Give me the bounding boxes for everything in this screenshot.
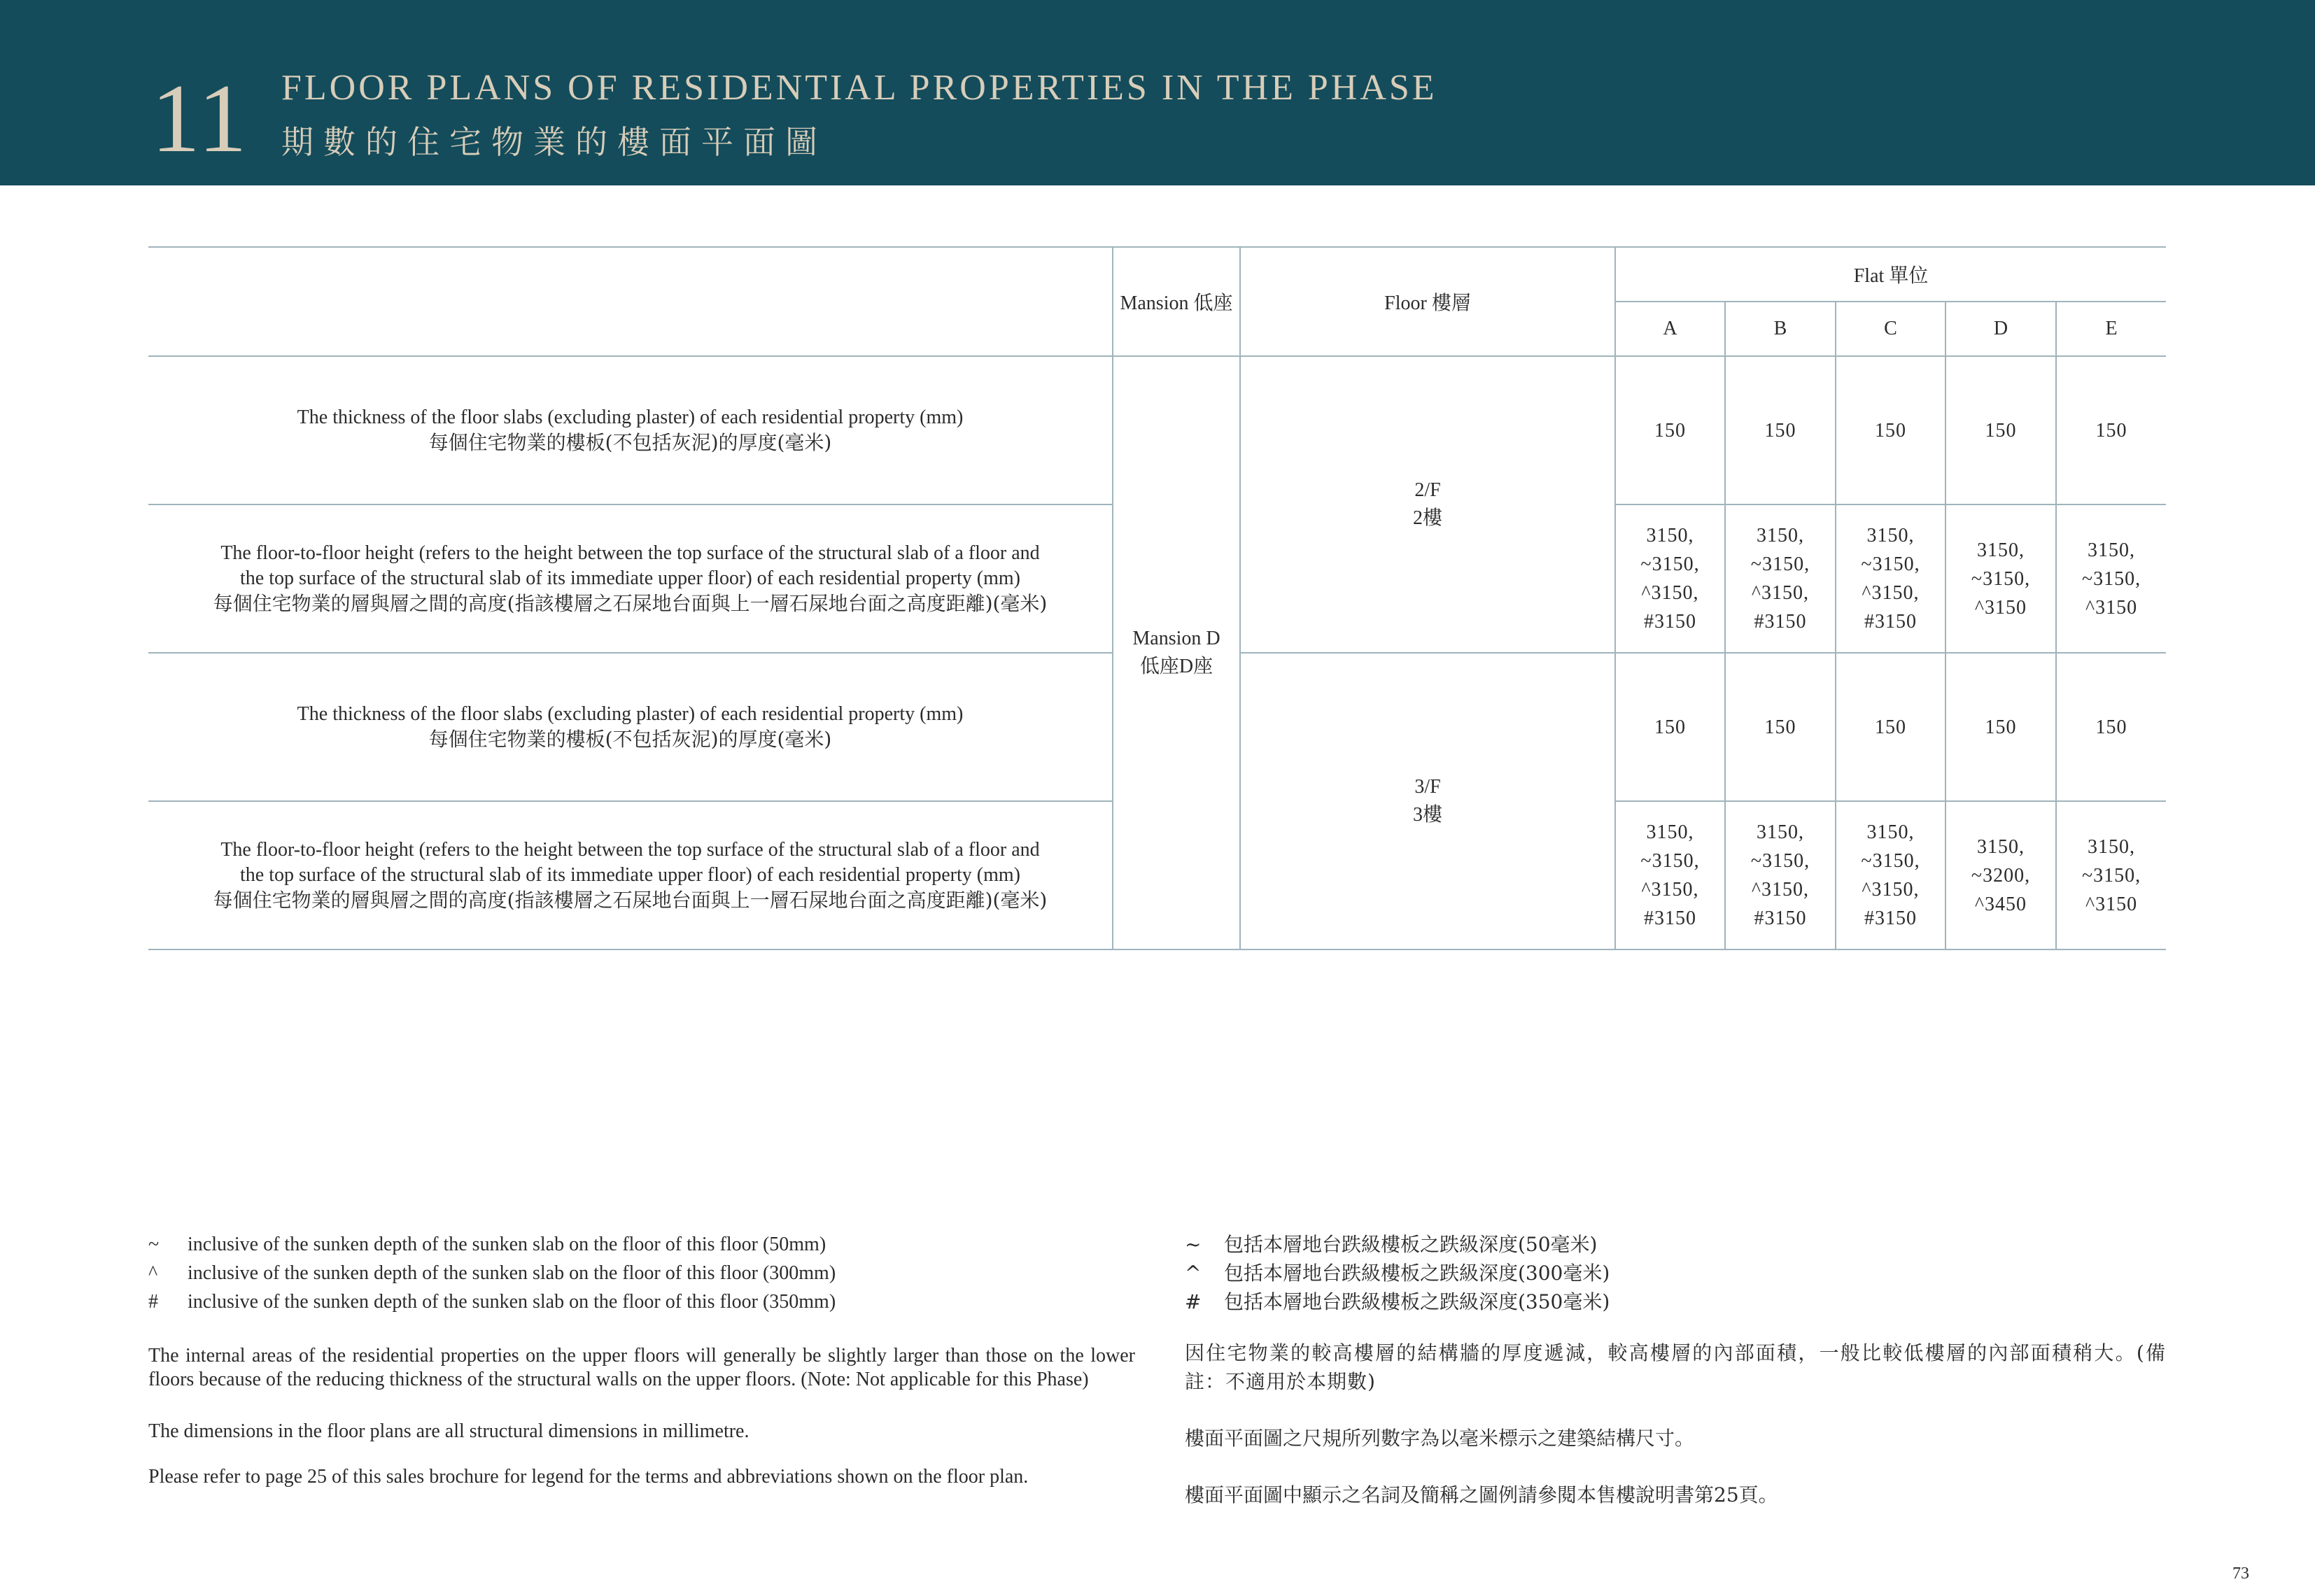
- value-cell: [1836, 356, 1945, 504]
- value-line: 150: [1985, 419, 2017, 442]
- legend-item: [1185, 1230, 2166, 1259]
- value-line: ^3150,: [1862, 582, 1920, 604]
- row-desc-zh: 每個住宅物業的層與層之間的高度(指該樓層之石屎地台面與上一層石屎地台面之高度距離)(毫米): [213, 592, 1048, 615]
- value-line: 3150,: [1977, 835, 2025, 858]
- page-header-banner: [0, 0, 2315, 185]
- value-line: ~3150,: [1750, 850, 1810, 872]
- value-line: ^3150,: [1641, 879, 1699, 901]
- section-number: 11: [151, 64, 248, 173]
- value-cell: [2056, 801, 2166, 949]
- legend-text: 包括本層地台跌級樓板之跌級深度(50毫米): [1224, 1233, 1598, 1256]
- row-description: [148, 801, 1113, 949]
- row-description: [148, 356, 1113, 504]
- section-title-zh: 期數的住宅物業的樓面平面圖: [281, 123, 827, 161]
- header-flat-d: D: [1945, 302, 2056, 356]
- value-line: 150: [1985, 716, 2017, 738]
- value-line: ~3150,: [1971, 567, 2031, 590]
- value-line: ~3150,: [1861, 850, 1920, 872]
- floor-label-en: 3/F: [1414, 776, 1441, 798]
- value-line: ^3150,: [1751, 582, 1810, 604]
- legend-symbol: ^: [1185, 1262, 1202, 1285]
- dimensions-note: The dimensions in the floor plans are all structural dimensions in millimetre.: [148, 1420, 750, 1442]
- value-line: 150: [1764, 716, 1796, 738]
- value-cell: [1615, 504, 1725, 653]
- value-line: #3150: [1754, 908, 1807, 929]
- floor-spec-table: [148, 246, 2166, 950]
- legend-symbol: #: [148, 1291, 158, 1313]
- header-flat: Flat 單位: [1615, 247, 2166, 302]
- value-line: ~3150,: [1750, 553, 1810, 575]
- value-cell: [1836, 504, 1945, 653]
- value-line: 150: [1654, 716, 1686, 738]
- value-line: ^3150: [1974, 596, 2027, 619]
- legend-item: [1185, 1259, 2166, 1287]
- dimensions-note: 樓面平面圖之尺規所列數字為以毫米標示之建築結構尺寸。: [1185, 1427, 1695, 1450]
- value-line: ~3150,: [2081, 864, 2141, 887]
- value-line: 3150,: [1757, 525, 1804, 546]
- value-line: ^3150,: [1751, 879, 1810, 901]
- table-header-row: [148, 247, 2166, 302]
- value-line: ^3150,: [1862, 879, 1920, 901]
- table-row: [148, 356, 2166, 504]
- value-line: 150: [1875, 419, 1906, 442]
- header-flat-a: A: [1615, 302, 1725, 356]
- value-line: #3150: [1864, 908, 1917, 929]
- value-cell: [1725, 801, 1836, 949]
- floor-cell: [1240, 653, 1615, 949]
- row-desc-en: The thickness of the floor slabs (excluding plaster) of each residential property (mm): [297, 703, 964, 725]
- value-cell: [1945, 653, 2056, 801]
- legend-item: [1185, 1287, 2166, 1316]
- value-cell: [2056, 356, 2166, 504]
- header-flat-b: B: [1725, 302, 1836, 356]
- value-line: ~3200,: [1971, 864, 2031, 887]
- floor-label-en: 2/F: [1414, 479, 1441, 501]
- value-line: 150: [2095, 419, 2127, 442]
- value-cell: [1836, 801, 1945, 949]
- legend-symbol: #: [1185, 1290, 1202, 1313]
- value-cell: [2056, 504, 2166, 653]
- legend-text: inclusive of the sunken depth of the sunken slab on the floor of this floor (50mm): [188, 1234, 826, 1255]
- value-line: ^3150,: [1641, 582, 1699, 604]
- value-cell: [1615, 653, 1725, 801]
- internal-areas-note: 因住宅物業的較高樓層的結構牆的厚度遞減，較高樓層的內部面積，一般比較低樓層的內部面積稍大。(備註：不適用於本期數): [1185, 1341, 2166, 1393]
- legend-text: 包括本層地台跌級樓板之跌級深度(300毫米): [1224, 1262, 1610, 1285]
- value-line: ^3150: [2085, 893, 2138, 915]
- legend-symbol: ~: [1185, 1233, 1202, 1256]
- mansion-cell: [1113, 356, 1240, 949]
- row-description: [148, 504, 1113, 653]
- mansion-name-zh: 低座D座: [1139, 656, 1213, 677]
- legend-text: inclusive of the sunken depth of the sunken slab on the floor of this floor (350mm): [188, 1291, 836, 1313]
- value-line: 3150,: [1646, 525, 1694, 546]
- row-desc-en: The thickness of the floor slabs (excluding plaster) of each residential property (mm): [297, 407, 964, 428]
- mansion-name-en: Mansion D: [1132, 628, 1220, 649]
- value-line: 3150,: [1977, 539, 2025, 561]
- value-line: 150: [1875, 716, 1906, 738]
- notes-en: [148, 1230, 1135, 1491]
- value-line: #3150: [1644, 908, 1696, 929]
- value-cell: [1836, 653, 1945, 801]
- value-cell: [1615, 356, 1725, 504]
- header-floor: Floor 樓層: [1240, 247, 1615, 356]
- value-line: #3150: [1754, 611, 1807, 633]
- header-flat-e: E: [2056, 302, 2166, 356]
- value-line: 3150,: [1757, 821, 1804, 843]
- row-desc-en: The floor-to-floor height (refers to the height between the top surface of the structural slab of a floor and: [220, 839, 1040, 861]
- value-line: ~3150,: [1861, 553, 1920, 575]
- legend-item: [148, 1287, 1135, 1316]
- row-desc-en: the top surface of the structural slab of its immediate upper floor) of each residential property (mm): [240, 567, 1020, 589]
- floor-label-zh: 3樓: [1412, 804, 1442, 826]
- value-line: 150: [1654, 419, 1686, 442]
- value-line: ~3150,: [2081, 567, 2141, 590]
- page-number: 73: [2232, 1565, 2249, 1583]
- value-line: #3150: [1644, 611, 1696, 633]
- value-line: 3150,: [1866, 821, 1915, 843]
- value-cell: [1725, 504, 1836, 653]
- row-description: [148, 653, 1113, 801]
- legend-text: 包括本層地台跌級樓板之跌級深度(350毫米): [1224, 1290, 1610, 1313]
- value-cell: [1945, 356, 2056, 504]
- header-blank-cell: [148, 247, 1113, 356]
- legend-symbol: ~: [148, 1234, 160, 1255]
- notes-zh: [1185, 1230, 2166, 1509]
- value-line: 3150,: [2088, 539, 2136, 561]
- value-line: 3150,: [1866, 525, 1915, 546]
- value-line: ~3150,: [1640, 850, 1700, 872]
- row-desc-zh: 每個住宅物業的層與層之間的高度(指該樓層之石屎地台面與上一層石屎地台面之高度距離)(毫米): [213, 889, 1048, 912]
- internal-areas-note: The internal areas of the residential properties on the upper floors will generally be slightly larger than those on the lower floors because of the reducing thickness of the structural walls on the upper floors. (Note: Not applicable for this Phase): [148, 1345, 1135, 1390]
- header-flat-c: C: [1836, 302, 1945, 356]
- value-line: 3150,: [1646, 821, 1694, 843]
- value-cell: [1725, 356, 1836, 504]
- legend-reference-note: Please refer to page 25 of this sales brochure for legend for the terms and abbreviations shown on the floor plan.: [148, 1466, 1029, 1488]
- legend-symbol: ^: [148, 1262, 158, 1284]
- value-line: 3150,: [2088, 835, 2136, 858]
- value-line: #3150: [1864, 611, 1917, 633]
- legend-item: [148, 1230, 1135, 1259]
- value-line: ^3150: [2085, 596, 2138, 619]
- floor-cell: [1240, 356, 1615, 653]
- section-title-en: FLOOR PLANS OF RESIDENTIAL PROPERTIES IN THE PHASE: [281, 68, 1437, 108]
- value-cell: [2056, 653, 2166, 801]
- value-line: ~3150,: [1640, 553, 1700, 575]
- legend-reference-note: 樓面平面圖中顯示之名詞及簡稱之圖例請參閱本售樓說明書第25頁。: [1185, 1483, 1778, 1506]
- header-mansion: Mansion 低座: [1113, 247, 1240, 356]
- row-desc-en: the top surface of the structural slab of its immediate upper floor) of each residential property (mm): [240, 864, 1020, 886]
- value-cell: [1725, 653, 1836, 801]
- row-desc-zh: 每個住宅物業的樓板(不包括灰泥)的厚度(毫米): [428, 431, 832, 454]
- row-desc-en: The floor-to-floor height (refers to the height between the top surface of the structural slab of a floor and: [220, 542, 1040, 564]
- legend-item: [148, 1259, 1135, 1287]
- legend-text: inclusive of the sunken depth of the sunken slab on the floor of this floor (300mm): [188, 1262, 836, 1284]
- row-desc-zh: 每個住宅物業的樓板(不包括灰泥)的厚度(毫米): [428, 728, 832, 751]
- value-cell: [1945, 504, 2056, 653]
- value-cell: [1615, 801, 1725, 949]
- floor-label-zh: 2樓: [1412, 507, 1442, 529]
- value-cell: [1945, 801, 2056, 949]
- value-line: 150: [1764, 419, 1796, 442]
- value-line: ^3450: [1974, 893, 2027, 915]
- value-line: 150: [2095, 716, 2127, 738]
